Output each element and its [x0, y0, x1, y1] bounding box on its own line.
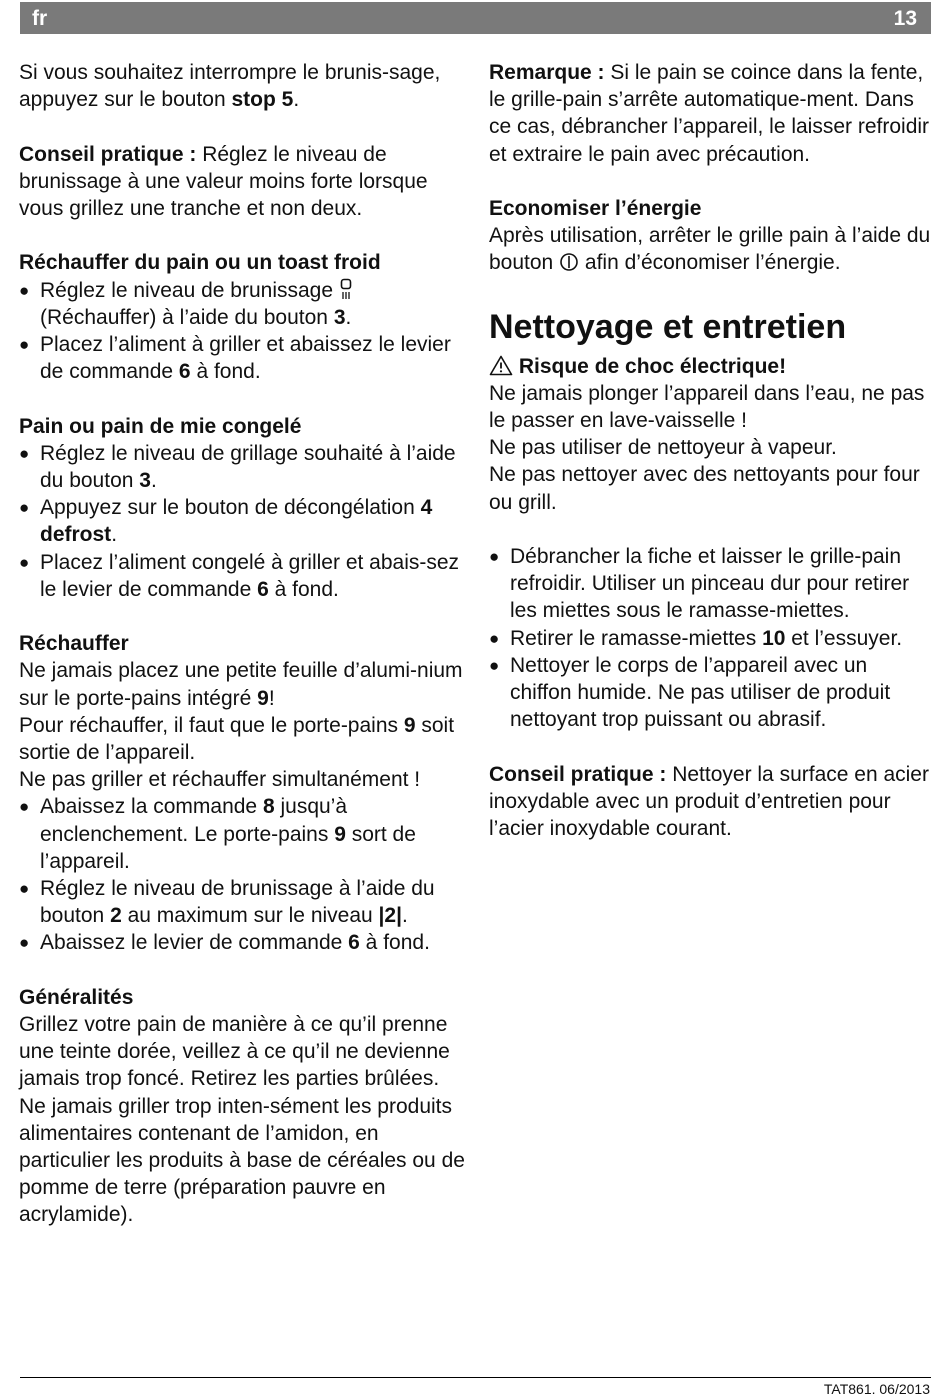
bullet-icon: ● [489, 547, 500, 567]
energy-heading: Economiser l’énergie [489, 197, 702, 220]
bullet-icon: ● [19, 879, 30, 899]
warm-line-2: Pour réchauffer, il faut que le porte-pains 9 soit sortie de l’appareil. [19, 713, 455, 765]
bullet-icon: ● [19, 797, 30, 817]
page-number: 13 [893, 7, 917, 30]
warning-line-1: Ne jamais plonger l’appareil dans l’eau, ne pas le passer en lave-vaisselle ! [489, 381, 925, 433]
warning-triangle-icon [489, 355, 513, 376]
list-item: ● Réglez le niveau de grillage souhaité à l’aide du bouton 3. [19, 441, 456, 492]
warm-line-3: Ne pas griller et réchauffer simultanément ! [19, 768, 421, 792]
section-title: Nettoyage et entretien [489, 307, 847, 346]
defrost-button-ref: 4 defrost [40, 496, 433, 547]
bullet-icon: ● [19, 335, 30, 354]
warning-heading: Risque de choc électrique! [489, 353, 934, 380]
language-code: fr [32, 7, 48, 30]
tip-label: Conseil pratique : [489, 762, 667, 786]
cleaning-list [489, 543, 934, 733]
warm-list [19, 793, 467, 956]
bullet-icon: ● [19, 552, 30, 572]
reheat-list [19, 277, 467, 386]
warm-heading: Réchauffer [19, 632, 129, 656]
list-item: ● Réglez le niveau de brunissage à l’aide du bouton 2 au maximum sur le niveau |2|. [19, 877, 435, 928]
footer-rule [20, 1377, 931, 1378]
warm-line-1: Ne jamais placez une petite feuille d’alumi-nium sur le porte-pains intégré 9! [19, 659, 463, 710]
list-item: ● Appuyez sur le bouton de décongélation 4 defrost. [19, 496, 433, 547]
list-item: ● Abaissez la commande 8 jusqu’à enclenchement. Le porte-pains 9 sort de l’appareil. [19, 795, 416, 873]
general-paragraph: Grillez votre pain de manière à ce qu’il prenne une teinte dorée, veillez à ce qu’il ne devienne jamais trop foncé. Retirez les parties brûlées. Ne jamais griller trop inten-sément les produits alimentaires contenant de l’amidon, en particulier les produits à base de céréales ou de pomme de terre (préparation pauvre en acrylamide). [19, 1013, 465, 1227]
list-item: ● Réglez le niveau de brunissage (Réchauffer) à l’aide du bouton 3. [19, 278, 352, 329]
power-icon [559, 252, 579, 272]
bullet-icon: ● [19, 498, 30, 518]
energy-paragraph: Après utilisation, arrêter le grille pain à l’aide du bouton afin d’économiser l’énergie. [489, 224, 931, 275]
bullet-icon: ● [489, 655, 500, 675]
tip-paragraph-2: Conseil pratique : Nettoyer la surface en acier inoxydable avec un produit d’entretien pour l’acier inoxydable courant. [489, 762, 929, 841]
stop-paragraph: Si vous souhaitez interrompre le brunis-sage, appuyez sur le bouton stop 5. [19, 61, 441, 112]
footer-doc-ref: TAT861. 06/2013 [823, 1381, 930, 1397]
list-item: ● Retirer le ramasse-miettes 10 et l’essuyer. [489, 625, 934, 652]
list-item: ● Abaissez le levier de commande 6 à fond. [19, 929, 467, 956]
warning-line-2: Ne pas utiliser de nettoyeur à vapeur. [489, 436, 837, 460]
stop-button-ref: stop 5 [231, 88, 294, 112]
frozen-list [19, 440, 467, 603]
list-item: ● Placez l’aliment à griller et abaissez le levier de commande 6 à fond. [19, 333, 451, 384]
reheat-heading: Réchauffer du pain ou un toast froid [19, 251, 381, 275]
list-item: ● Nettoyer le corps de l’appareil avec un chiffon humide. Ne pas utiliser de produit nettoyant trop puissant ou abrasif. [489, 653, 891, 732]
right-column [489, 59, 934, 842]
bullet-icon: ● [19, 443, 30, 463]
bullet-icon: ● [19, 933, 30, 953]
list-item: ● Placez l’aliment congelé à griller et abais-sez le levier de commande 6 à fond. [19, 550, 460, 601]
bullet-icon: ● [489, 628, 500, 648]
general-heading: Généralités [19, 985, 134, 1009]
remark-label: Remarque : [489, 61, 605, 84]
frozen-heading: Pain ou pain de mie congelé [19, 414, 302, 438]
reheat-icon [339, 278, 353, 300]
bullet-icon: ● [19, 280, 30, 300]
tip-paragraph-1: Conseil pratique : Réglez le niveau de brunissage à une valeur moins forte lorsque vous grillez une tranche et non deux. [19, 142, 428, 220]
page-header [20, 2, 931, 34]
list-item: ● Débrancher la fiche et laisser le grille-pain refroidir. Utiliser un pinceau dur pour retirer les miettes sous le ramasse-miettes. [489, 545, 910, 623]
remark-paragraph: Remarque : Si le pain se coince dans la fente, le grille-pain s’arrête automatique-ment. Dans ce cas, débrancher l’appareil, le laisser refroidir et extraire le pain avec précaution. [489, 61, 930, 166]
warning-line-3: Ne pas nettoyer avec des nettoyants pour four ou grill. [489, 463, 920, 514]
left-column [19, 59, 467, 1229]
tip-label: Conseil pratique : [19, 142, 197, 166]
